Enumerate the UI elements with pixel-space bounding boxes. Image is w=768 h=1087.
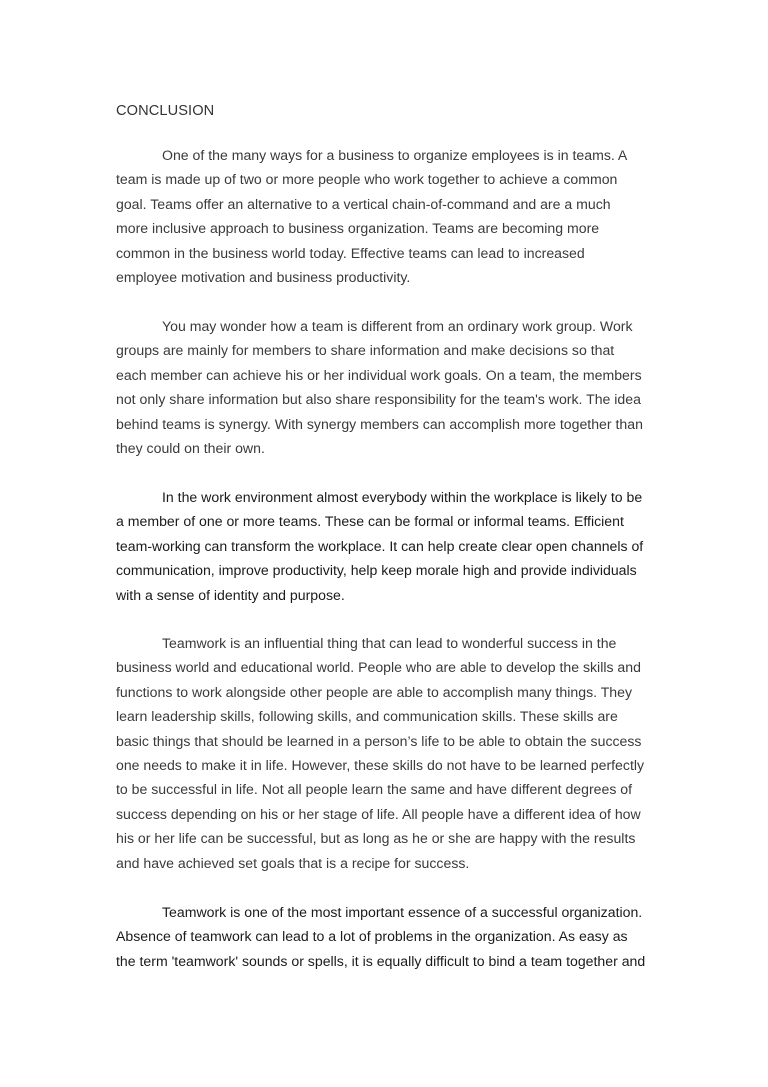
paragraph-line: business world and educational world. People who are able to develop the skills and xyxy=(116,659,641,676)
paragraph-3 xyxy=(116,485,656,607)
paragraph-line: one needs to make it in life. However, these skills do not have to be learned perfectly xyxy=(116,756,645,773)
paragraph-line: Teamwork is one of the most important essence of a successful organization. xyxy=(162,904,643,920)
paragraph-line: groups are mainly for members to share information and make decisions so that xyxy=(116,342,615,359)
paragraph-1 xyxy=(116,143,656,289)
paragraph-4 xyxy=(116,631,656,875)
paragraph-line: learn leadership skills, following skills, and communication skills. These skills are xyxy=(116,708,618,725)
paragraph-line: Teamwork is an influential thing that can lead to wonderful success in the xyxy=(162,635,617,651)
paragraph-line: success depending on his or her stage of life. All people have a different idea of how xyxy=(116,805,641,822)
paragraph-line: functions to work alongside other people are able to accomplish many things. They xyxy=(116,683,633,700)
paragraph-line: team is made up of two or more people who work together to achieve a common xyxy=(116,171,618,188)
paragraph-line: employee motivation and business productivity. xyxy=(116,268,411,285)
paragraph-line: communication, improve productivity, help keep morale high and provide individuals xyxy=(116,562,637,579)
paragraph-line: they could on their own. xyxy=(116,439,265,456)
paragraph-line: more inclusive approach to business organization. Teams are becoming more xyxy=(116,220,600,237)
paragraph-line: with a sense of identity and purpose. xyxy=(116,586,345,603)
paragraph-line: common in the business world today. Effective teams can lead to increased xyxy=(116,244,585,261)
paragraph-line: the term 'teamwork' sounds or spells, it is equally difficult to bind a team together and xyxy=(116,952,646,969)
paragraph-line: behind teams is synergy. With synergy members can accomplish more together than xyxy=(116,415,643,432)
paragraph-5 xyxy=(116,900,656,973)
paragraph-line: In the work environment almost everybody within the workplace is likely to be xyxy=(162,489,643,505)
paragraph-line: goal. Teams offer an alternative to a vertical chain-of-command and are a much xyxy=(116,195,611,212)
paragraph-line: Absence of teamwork can lead to a lot of problems in the organization. As easy as xyxy=(116,928,628,945)
paragraph-line: his or her life can be successful, but as long as he or she are happy with the results xyxy=(116,830,636,847)
paragraph-line: and have achieved set goals that is a recipe for success. xyxy=(116,854,470,871)
paragraph-line: a member of one or more teams. These can be formal or informal teams. Efficient xyxy=(116,513,624,530)
paragraph-line: You may wonder how a team is different from an ordinary work group. Work xyxy=(162,318,633,334)
paragraph-2 xyxy=(116,314,656,460)
paragraph-line: each member can achieve his or her individual work goals. On a team, the members xyxy=(116,366,642,383)
document-heading: CONCLUSION xyxy=(116,103,215,119)
paragraph-line: to be successful in life. Not all people learn the same and have different degrees of xyxy=(116,781,633,798)
paragraph-line: basic things that should be learned in a person’s life to be able to obtain the success xyxy=(116,732,642,749)
paragraph-line: not only share information but also share responsibility for the team's work. The idea xyxy=(116,391,641,408)
paragraph-line: team-working can transform the workplace. It can help create clear open channels of xyxy=(116,537,644,554)
paragraph-line: One of the many ways for a business to organize employees is in teams. A xyxy=(162,147,628,163)
